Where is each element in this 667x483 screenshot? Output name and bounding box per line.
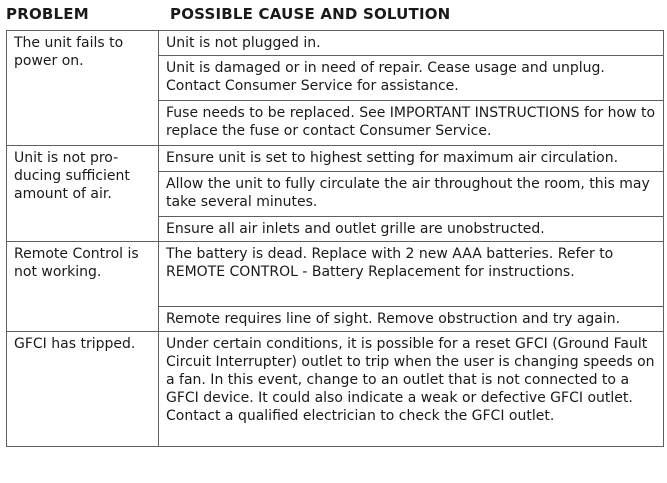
problem-cell: [7, 242, 159, 332]
solution-text: Allow the unit to fully circulate the air throughout the room, this may take several minutes.: [166, 176, 650, 210]
solution-cell: [159, 101, 664, 146]
solution-text: Ensure unit is set to highest setting for maximum air circulation.: [166, 150, 619, 166]
problem-cell: [7, 332, 159, 447]
solution-cell: [159, 332, 664, 447]
table-row: [7, 31, 664, 56]
solution-text: Under certain conditions, it is possible for a reset GFCI (Ground Fault Circuit Interrupter) outlet to trip when the user is changing speeds on a fan. In this event, change to an outlet that is not connected to a GFCI device. It could also indicate a weak or defective GFCI outlet. Contact a qualified electrician to check the GFCI outlet.: [166, 336, 655, 424]
table-row: [7, 242, 664, 307]
troubleshooting-table: [6, 30, 664, 447]
solution-text: The battery is dead. Replace with 2 new AAA batteries. Refer to REMOTE CONTROL - Battery Replacement for instructions.: [166, 246, 614, 280]
solution-text: Remote requires line of sight. Remove obstruction and try again.: [166, 311, 621, 327]
table-row: [7, 146, 664, 172]
header-solution: POSSIBLE CAUSE AND SOLUTION: [170, 5, 451, 23]
solution-cell: [159, 242, 664, 307]
table-row: [7, 332, 664, 447]
problem-cell: [7, 146, 159, 242]
solution-cell: [159, 217, 664, 242]
table-header: [0, 0, 667, 30]
header-problem: PROBLEM: [6, 5, 89, 23]
solution-cell: [159, 31, 664, 56]
solution-text: Unit is not plugged in.: [166, 35, 321, 51]
problem-text: Unit is not pro-ducing sufficient amount of air.: [14, 150, 130, 202]
solution-cell: [159, 56, 664, 101]
problem-cell: [7, 31, 159, 146]
solution-text: Ensure all air inlets and outlet grille are unobstructed.: [166, 221, 545, 237]
solution-text: Fuse needs to be replaced. See IMPORTANT INSTRUCTIONS for how to replace the fuse or contact Consumer Service.: [166, 105, 656, 139]
solution-cell: [159, 172, 664, 217]
problem-text: The unit fails to power on.: [14, 35, 124, 69]
problem-text: Remote Control is not working.: [14, 246, 139, 280]
solution-cell: [159, 146, 664, 172]
problem-text: GFCI has tripped.: [14, 336, 136, 352]
solution-cell: [159, 307, 664, 332]
solution-text: Unit is damaged or in need of repair. Cease usage and unplug. Contact Consumer Service for assistance.: [166, 60, 605, 94]
